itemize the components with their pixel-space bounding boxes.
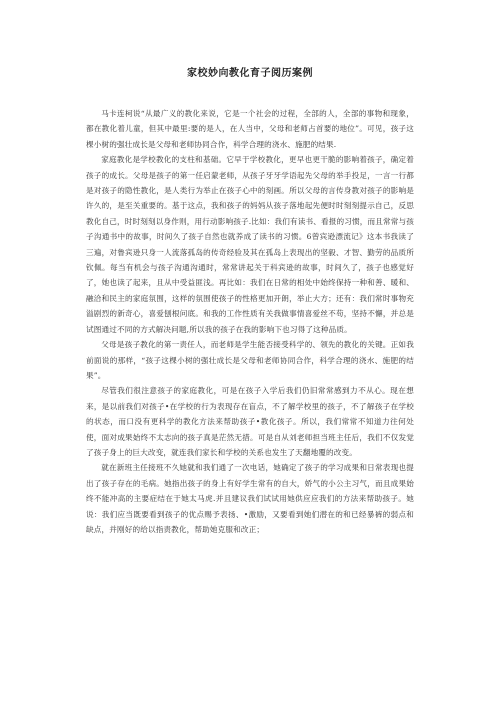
paragraph: 尽管我们很注意孩子的家庭教化，可是在孩子入学后我们仍旧常常感到力不从心。现在想来，是以前我们对孩子•在学校的行为表现存在盲点，不了解学校里的孩子，不了解孩子在学校的状态，而口没有更科学的教化方法来帮助孩子•教化孩子。所以，我们常常不知道力往何处使，面对成果始终不太志向的孩子真是茫然无措。可是自从刘老师担当班主任后，我们不仅发觉了孩子身上的巨大改变，就连我们家长和学校的关系也发生了天翻地覆的改变。 — [86, 386, 414, 457]
document-body — [86, 106, 414, 537]
document-title: 家校妙向教化育子阅历案例 — [187, 68, 313, 79]
paragraph: 就在新班主任接班不久她就和我们通了一次电话，她确定了孩子的学习成果和日常表现也提出了孩子存在的毛病。她指出孩子的身上有好学生常有的自大，娇气的小公主习气，而且成果始终不能冲高的主要症结在于她太马虎.并且建议我们试试用她供应应我们的方法来帮助孩子。她说：我们应当既要看到孩子的优点赐予表扬、•激励，又要看到她们潜在的和已经暴裤的弱点和缺点，并刚好的给以指责教化，帮助她克服和改正； — [86, 463, 414, 534]
paragraph: 马卡连柯说“从最广义的教化来说，它是一个社会的过程，全部的人，全部的事物和现象，都在教化着儿童，但其中最里:要的是人，在人当中，父母和老师占首要的地位”。可见，孩子这棵小树的强壮成长是父母和老师协同合作，科学合理的浇水、施肥的结果. — [86, 109, 414, 149]
paragraph: 家庭教化是学校教化的支柱和基础。它早于学校教化，更早也更干脆的影响着孩子，确定着孩子的成长。父母是孩子的第一任启蒙老师，从孩子牙牙学语起先父母的举手投足，一言一行都是对孩子的隐性教化，是人类行为举止在孩子心中的刻画。所以父母的言传身教对孩子的影响是许久的，是至关重要的。基于这点，我和孩子的妈妈从孩子落地起先便时时刻刻提示自己，反思教化自己，时时刻刻以身作则，用行动影响孩子.比如：我们有读书、看报的习惯，而且常常与孩子沟通书中的故事，时间久了孩子自然也就养成了读书的习惯。6曾宾逊漂流记》这本书我读了三遍，对鲁宾逊只身一人流落孤岛的传奇经验及其在孤岛上表现出的坚毅、才智、勤劳的品质所钦佩。每当有机会与孩子沟通沟通时，常常讲起关于科宾逊的故事，时间久了，孩子也感觉好了，她也读了起来，且从中受益匪浅。再比如：我们在日常的相处中始终保持一种和善、暖和、融洽和民主的家庭氛围，这样的氛围使孩子的性格更加开朗，举止大方；还有：我们常时事物充溢剧烈的新奇心，喜爱刨根问底。和我的工作性质有关我做事情喜爱丝不苟，坚持不懈，并总是试图通过不同的方式解决问题,所以我的孩子在我的影响下也习得了这种品质。 — [86, 155, 414, 334]
paragraph: 父母是孩子教化的第一责任人，而老师是学生能否接受科学的、领先的教化的关键。正如我前面说的那样，“孩子这棵小树的强壮成长是父母和老师协同合作，科学合理的浇水、施肥的结果”。 — [86, 340, 414, 380]
